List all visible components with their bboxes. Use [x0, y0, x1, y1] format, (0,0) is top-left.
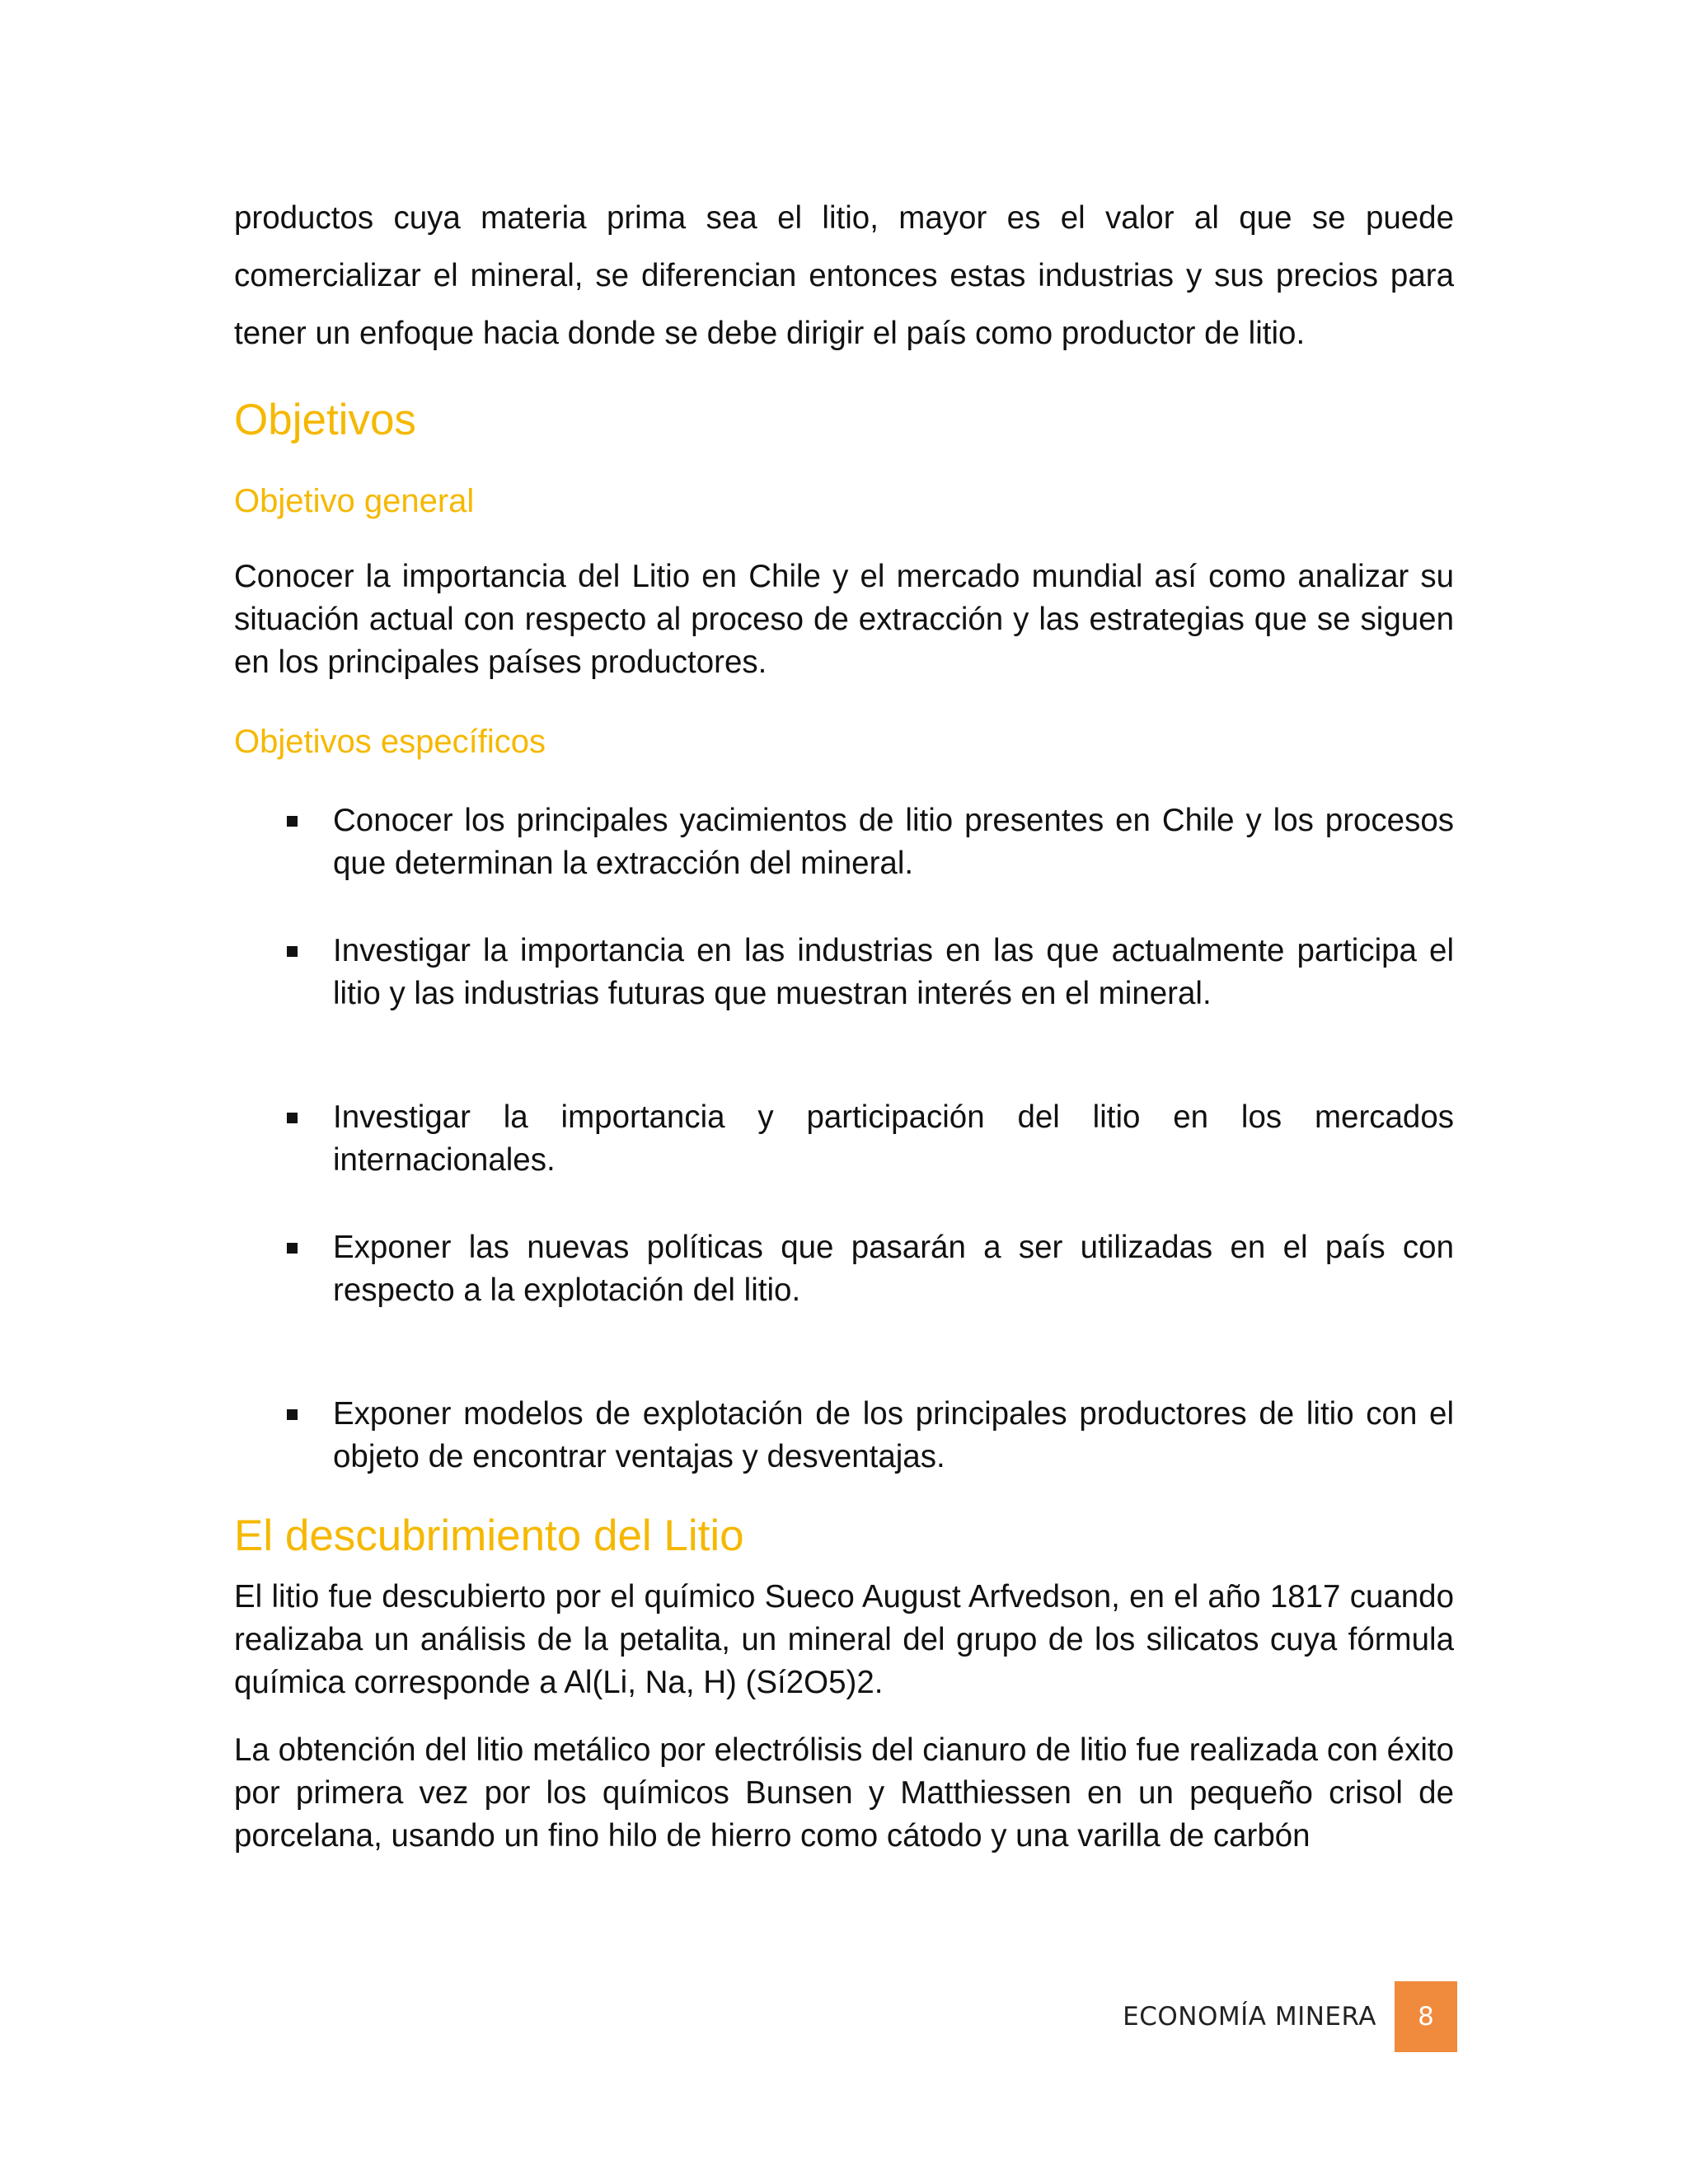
discovery-heading: El descubrimiento del Litio: [234, 1511, 744, 1560]
list-item: [234, 1226, 1454, 1312]
bullet-square-icon: [287, 1243, 298, 1254]
discovery-paragraph-1: El litio fue descubierto por el químico Sueco August Arfvedson, en el año 1817 cuando realizaba un análisis de la petalita, un mineral del grupo de los silicatos cuya fórmula química corresponde a Al(Li, Na, H) (Sí2O5)2.: [234, 1579, 1454, 1700]
list-item: [234, 1096, 1454, 1182]
discovery-paragraph-2: La obtención del litio metálico por electrólisis del cianuro de litio fue realizada con éxito por primera vez por los químicos Bunsen y Matthiessen en un pequeño crisol de porcelana, usando un fino hilo de hierro como cátodo y una varilla de carbón: [234, 1732, 1454, 1854]
bullet-square-icon: [287, 816, 298, 827]
list-item: [234, 930, 1454, 1015]
page-number-badge: 8: [1395, 1981, 1457, 2052]
specific-objectives-heading: Objetivos específicos: [234, 724, 546, 760]
document-page: [234, 190, 1454, 1858]
list-item-text: Investigar la importancia en las industrias en las que actualmente participa el litio y las industrias futuras que muestran interés en el mineral.: [333, 933, 1454, 1011]
bullet-square-icon: [287, 1113, 298, 1123]
list-item-text: Exponer modelos de explotación de los principales productores de litio con el objeto de encontrar ventajas y desventajas.: [333, 1396, 1454, 1474]
general-objective-text: Conocer la importancia del Litio en Chile y el mercado mundial así como analizar su situación actual con respecto al proceso de extracción y las estrategias que se siguen en los principales países productores.: [234, 559, 1454, 680]
footer-title: ECONOMÍA MINERA: [1123, 2002, 1376, 2032]
list-item-text: Conocer los principales yacimientos de litio presentes en Chile y los procesos que determinan la extracción del mineral.: [333, 803, 1454, 881]
bullet-square-icon: [287, 1409, 298, 1420]
intro-paragraph: productos cuya materia prima sea el litio, mayor es el valor al que se puede comercializar el mineral, se diferencian entonces estas industrias y sus precios para tener un enfoque hacia donde se debe dirigir el país como productor de litio.: [234, 200, 1454, 351]
list-item-text: Investigar la importancia y participación del litio en los mercados internacionales.: [333, 1099, 1454, 1178]
general-objective-heading: Objetivo general: [234, 483, 475, 519]
page-footer: [1123, 1981, 1457, 2052]
list-item: [234, 799, 1454, 885]
list-item: [234, 1393, 1454, 1479]
bullet-square-icon: [287, 946, 298, 957]
objectives-heading: Objetivos: [234, 396, 416, 444]
list-item-text: Exponer las nuevas políticas que pasarán a ser utilizadas en el país con respecto a la explotación del litio.: [333, 1230, 1454, 1308]
specific-objectives-list: [234, 799, 1454, 1479]
